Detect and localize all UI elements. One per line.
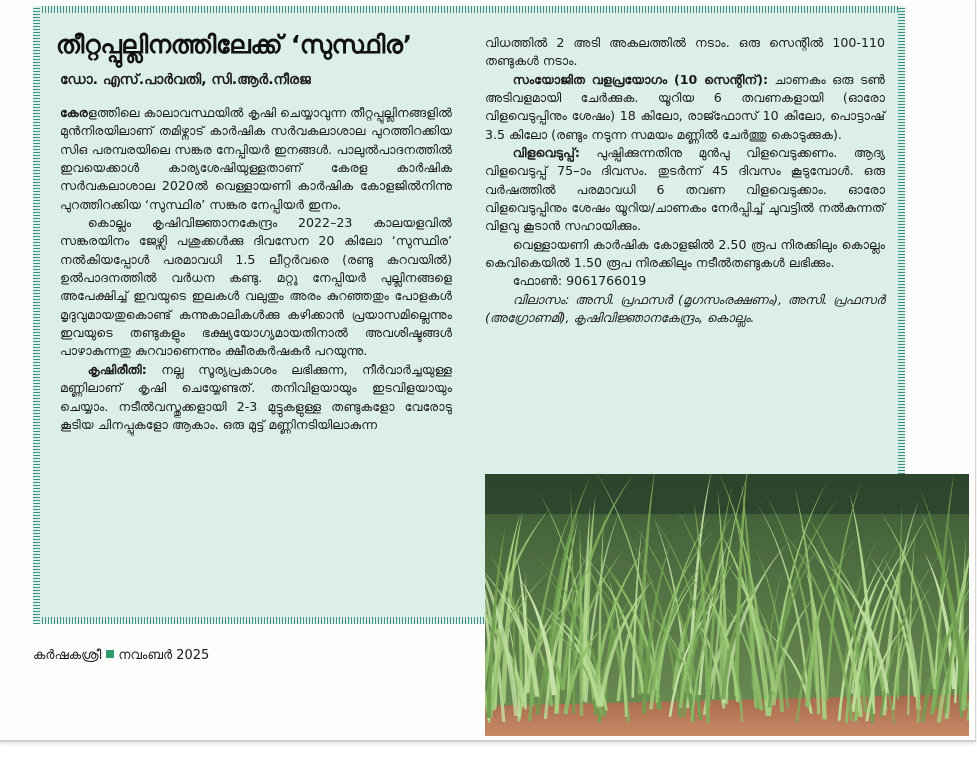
right-column bbox=[485, 34, 885, 328]
paragraph-lead: കൃഷിരീതി: bbox=[87, 361, 147, 377]
page-footer bbox=[33, 648, 209, 663]
issue-date: നവംബർ 2025 bbox=[118, 648, 210, 663]
panel-border-left bbox=[33, 6, 40, 624]
paragraph-text: പുഷ്പിക്കുന്നതിനു മുൻപു വിളവെടുക്കണം. ആദ്യ വിളവെടുപ്പ് 75–ാം ദിവസം. തുടർന്ന് 45 ദിവസം കൂടുമ്പോൾ. ഒരു വർഷത്തിൽ പരമാവധി 6 തവണ വിളവെടുക്കാം. ഓരോ വിളവെടുപ്പിനും ശേഷം യൂറിയ/ചാണകം നേർപ്പിച്ച് ചുവട്ടിൽ നൽകുന്നത് വിളവു കൂടാൻ സഹായിക്കും. bbox=[485, 145, 885, 234]
paragraph-lead: വിളവെടുപ്പ്: bbox=[512, 145, 580, 161]
left-paragraph bbox=[60, 214, 452, 361]
paragraph-text: ളത്തിലെ കാലാവസ്ഥയിൽ കൃഷി ചെയ്യാവുന്ന തീറ്റപ്പുല്ലിനങ്ങളിൽ മുൻനിരയിലാണ് തമിഴ്നാട് കാർഷിക സർവകലാശാല പുറത്തിറക്കിയ സിഒ പരമ്പരയിലെ സങ്കര നേപ്പിയർ ഇനങ്ങൾ. പാലുൽപാദനത്തിൽ ഇവയെക്കാൾ കാര്യശേഷിയുള്ളതാണ് കേരള കാർഷിക സർവകലാശാല 2020ൽ വെള്ളായണി കാർഷിക കോളജിൽനിന്നു പുറത്തിറക്കിയ ‘സുസ്ഥിര’ സങ്കര നേപ്പിയർ ഇനം. bbox=[60, 105, 452, 212]
left-paragraph bbox=[60, 104, 452, 214]
paragraph-lead: സംയോജിത വളപ്രയോഗം (10 സെന്റിന്): bbox=[512, 71, 769, 87]
paragraph-lead: കേര bbox=[60, 105, 88, 120]
paragraph-text: വെള്ളായണി കാർഷിക കോളജിൽ 2.50 രൂപ നിരക്കിലും കൊല്ലം കെവികെയിൽ 1.50 രൂപ നിരക്കിലും നടീൽതണ്ടുകൾ ലഭിക്കും. bbox=[485, 236, 885, 271]
right-paragraph bbox=[485, 71, 885, 144]
grass-photo bbox=[485, 474, 969, 736]
author-address: വിലാസം: അസി. പ്രഫസർ (മൃഗസംരക്ഷണം), അസി. പ്രഫസർ (അഗ്രോണമി), കൃഷിവിജ്ഞാനകേന്ദ്രം, കൊല്ലം. bbox=[485, 291, 885, 326]
paragraph-text: കൊല്ലം കൃഷിവിജ്ഞാനകേന്ദ്രം 2022–23 കാലയളവിൽ സങ്കരയിനം ജേഴ്സി പശുക്കൾക്കു ദിവസേന 20 കിലോ ‘സുസ്ഥിര’ നൽകിയപ്പോൾ പരമാവധി 1.5 ലീറ്റർവരെ (രണ്ടു കറവയിൽ) ഉൽപാദനത്തിൽ വർധന കണ്ടു. മറ്റു നേപ്പിയർ പുല്ലിനങ്ങളെ അപേക്ഷിച്ച് ഇവയുടെ ഇലകൾ വലുതും അരം കുറഞ്ഞതും പോളകൾ മൃദുവുമായതുകൊണ്ട് കന്നുകാലികൾക്കു കഴിക്കാൻ പ്രയാസമില്ലെന്നും ഇവയുടെ തണ്ടുകളും ഭക്ഷ്യയോഗ്യമായതിനാൽ അവശിഷ്ടങ്ങൾ പാഴാകുന്നതു കുറവാണെന്നും ക്ഷീരകർഷകർ പറയുന്നു. bbox=[60, 215, 452, 359]
publication-name: കർഷകശ്രീ bbox=[33, 648, 102, 663]
panel-border-top bbox=[33, 6, 905, 13]
article-authors: ഡോ. എസ്.പാർവതി, സി.ആർ.നീരജ bbox=[60, 72, 311, 88]
paragraph-text: ചാണകം ഒരു ടൺ അടിവളമായി ചേർക്കുക. യൂറിയ 6 തവണകളായി (ഓരോ വിളവെടുപ്പിനും ശേഷം) 18 കിലോ, രാജ്ഫോസ് 10 കിലോ, പൊട്ടാഷ് 3.5 കിലോ (രണ്ടും നടുന്ന സമയം മണ്ണിൽ ചേർത്തു കൊടുക്കുക). bbox=[485, 71, 886, 142]
right-paragraph bbox=[485, 236, 885, 273]
green-square-icon bbox=[106, 650, 114, 658]
right-paragraph bbox=[485, 144, 885, 236]
napier-grass-illustration bbox=[485, 474, 969, 736]
phone-number: ഫോൺ: 9061766019 bbox=[512, 273, 647, 289]
paragraph-text: വിധത്തിൽ 2 അടി അകലത്തിൽ നടാം. ഒരു സെന്റിൽ 100-110 തണ്ടുകൾ നടാം. bbox=[485, 35, 885, 69]
paragraph-text: നല്ല സൂര്യപ്രകാശം ലഭിക്കുന്ന, നീർവാർച്ചയുള്ള മണ്ണിലാണ് കൃഷി ചെയ്യേണ്ടത്. തനിവിളയായും ഇടവിളയായും ചെയ്യാം. നടീൽവസ്തുക്കളായി 2-3 മുട്ടുകളുള്ള തണ്ടുകളോ വേരോടു കൂടിയ ചിനപ്പുകളോ ആകാം. ഒരു മുട്ട് മണ്ണിനടിയിലാകുന്ന bbox=[60, 361, 452, 432]
article-title: തീറ്റപ്പുല്ലിനത്തിലേക്ക് ‘സുസ്ഥിര’ bbox=[56, 30, 412, 59]
right-paragraph bbox=[485, 34, 885, 71]
left-paragraph bbox=[60, 361, 452, 434]
left-column bbox=[60, 104, 452, 434]
